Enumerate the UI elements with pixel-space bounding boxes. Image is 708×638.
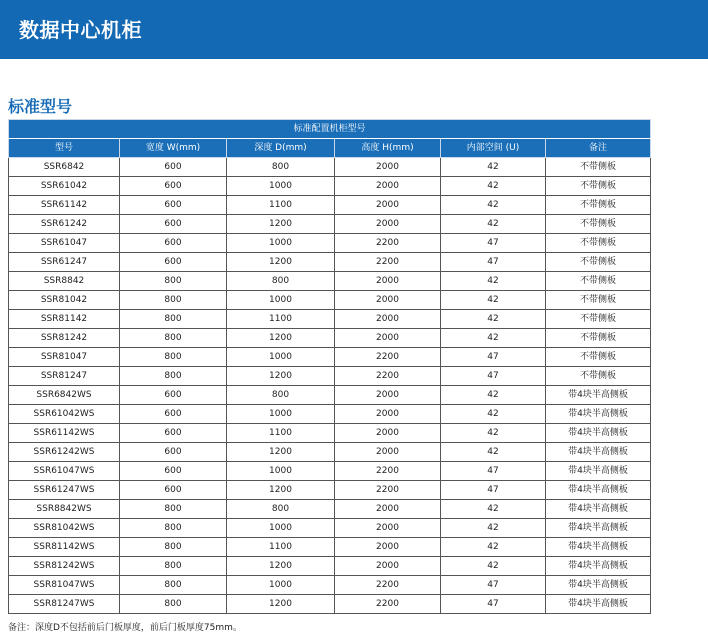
cell-remarks: 带4块半高侧板 <box>546 462 651 481</box>
cell-remarks: 不带侧板 <box>546 158 651 177</box>
cell-width: 600 <box>120 196 227 215</box>
table-row <box>9 196 651 215</box>
cell-height: 2000 <box>335 215 441 234</box>
table-row <box>9 443 651 462</box>
cell-width: 800 <box>120 329 227 348</box>
cell-model: SSR81142 <box>9 310 120 329</box>
cell-model: SSR81247 <box>9 367 120 386</box>
page-title: 数据中心机柜 <box>19 18 142 42</box>
cell-width: 600 <box>120 405 227 424</box>
cell-model: SSR81042WS <box>9 519 120 538</box>
cell-height: 2000 <box>335 519 441 538</box>
cell-height: 2200 <box>335 367 441 386</box>
table-row <box>9 481 651 500</box>
cell-depth: 1200 <box>227 557 335 576</box>
cell-model: SSR81042 <box>9 291 120 310</box>
cell-height: 2000 <box>335 196 441 215</box>
cell-model: SSR61042 <box>9 177 120 196</box>
table-row <box>9 253 651 272</box>
cell-depth: 800 <box>227 158 335 177</box>
column-header-units: 内部空间 (U) <box>441 139 546 158</box>
cell-depth: 1200 <box>227 329 335 348</box>
table-row <box>9 595 651 614</box>
cell-width: 600 <box>120 443 227 462</box>
table-row <box>9 424 651 443</box>
cell-depth: 1200 <box>227 215 335 234</box>
cell-height: 2000 <box>335 158 441 177</box>
cell-height: 2200 <box>335 595 441 614</box>
cell-units: 42 <box>441 310 546 329</box>
cell-width: 600 <box>120 177 227 196</box>
table-group-header: 标准配置机柜型号 <box>9 120 651 139</box>
cell-depth: 1000 <box>227 462 335 481</box>
cell-height: 2000 <box>335 500 441 519</box>
cell-remarks: 带4块半高侧板 <box>546 557 651 576</box>
table-row <box>9 557 651 576</box>
table-row <box>9 177 651 196</box>
cell-units: 47 <box>441 576 546 595</box>
cell-height: 2000 <box>335 386 441 405</box>
table-row <box>9 500 651 519</box>
column-header-model: 型号 <box>9 139 120 158</box>
section-title: 标准型号 <box>8 97 73 116</box>
cell-width: 600 <box>120 253 227 272</box>
cell-width: 800 <box>120 557 227 576</box>
table-column-header-row <box>9 139 651 158</box>
cell-remarks: 带4块半高侧板 <box>546 481 651 500</box>
cell-units: 47 <box>441 481 546 500</box>
cell-remarks: 不带侧板 <box>546 272 651 291</box>
cell-model: SSR81047 <box>9 348 120 367</box>
table-row <box>9 538 651 557</box>
cell-depth: 1100 <box>227 196 335 215</box>
cell-remarks: 带4块半高侧板 <box>546 443 651 462</box>
cell-height: 2000 <box>335 291 441 310</box>
cell-height: 2000 <box>335 177 441 196</box>
cell-units: 47 <box>441 595 546 614</box>
cell-width: 600 <box>120 158 227 177</box>
cell-remarks: 不带侧板 <box>546 310 651 329</box>
table-group-header-row <box>9 120 651 139</box>
spec-table <box>8 119 651 614</box>
cell-model: SSR61142 <box>9 196 120 215</box>
cell-remarks: 带4块半高侧板 <box>546 595 651 614</box>
cell-model: SSR61142WS <box>9 424 120 443</box>
cell-width: 800 <box>120 595 227 614</box>
cell-width: 600 <box>120 386 227 405</box>
cell-units: 47 <box>441 462 546 481</box>
cell-units: 42 <box>441 386 546 405</box>
cell-remarks: 带4块半高侧板 <box>546 519 651 538</box>
cell-width: 800 <box>120 500 227 519</box>
cell-model: SSR61047 <box>9 234 120 253</box>
cell-width: 600 <box>120 481 227 500</box>
cell-model: SSR81242 <box>9 329 120 348</box>
cell-remarks: 不带侧板 <box>546 348 651 367</box>
cell-remarks: 不带侧板 <box>546 177 651 196</box>
cell-depth: 1000 <box>227 177 335 196</box>
cell-width: 800 <box>120 538 227 557</box>
cell-remarks: 不带侧板 <box>546 367 651 386</box>
table-body <box>9 158 651 614</box>
cell-remarks: 带4块半高侧板 <box>546 405 651 424</box>
cell-height: 2000 <box>335 329 441 348</box>
table-row <box>9 215 651 234</box>
column-header-width: 宽度 W(mm) <box>120 139 227 158</box>
cell-units: 42 <box>441 158 546 177</box>
cell-width: 800 <box>120 367 227 386</box>
cell-depth: 1200 <box>227 443 335 462</box>
table-row <box>9 158 651 177</box>
table-row <box>9 291 651 310</box>
column-header-remarks: 备注 <box>546 139 651 158</box>
column-header-depth: 深度 D(mm) <box>227 139 335 158</box>
table-row <box>9 234 651 253</box>
cell-depth: 1100 <box>227 538 335 557</box>
cell-units: 42 <box>441 215 546 234</box>
cell-units: 42 <box>441 557 546 576</box>
cell-units: 42 <box>441 538 546 557</box>
cell-depth: 800 <box>227 500 335 519</box>
cell-height: 2000 <box>335 272 441 291</box>
cell-model: SSR61042WS <box>9 405 120 424</box>
table-row <box>9 367 651 386</box>
cell-units: 42 <box>441 272 546 291</box>
cell-height: 2200 <box>335 253 441 272</box>
cell-remarks: 带4块半高侧板 <box>546 576 651 595</box>
cell-units: 42 <box>441 405 546 424</box>
cell-width: 600 <box>120 462 227 481</box>
footnote: 备注：深度D不包括前后门板厚度，前后门板厚度75mm。 <box>8 623 242 633</box>
cell-depth: 800 <box>227 386 335 405</box>
cell-width: 800 <box>120 576 227 595</box>
cell-units: 42 <box>441 443 546 462</box>
cell-width: 600 <box>120 234 227 253</box>
table-row <box>9 329 651 348</box>
table-row <box>9 272 651 291</box>
cell-depth: 1000 <box>227 234 335 253</box>
cell-height: 2000 <box>335 538 441 557</box>
cell-units: 42 <box>441 177 546 196</box>
cell-model: SSR6842 <box>9 158 120 177</box>
cell-remarks: 带4块半高侧板 <box>546 538 651 557</box>
cell-units: 42 <box>441 291 546 310</box>
cell-depth: 1200 <box>227 253 335 272</box>
cell-width: 800 <box>120 291 227 310</box>
table-row <box>9 576 651 595</box>
cell-remarks: 带4块半高侧板 <box>546 386 651 405</box>
cell-height: 2200 <box>335 462 441 481</box>
cell-width: 600 <box>120 215 227 234</box>
cell-model: SSR81242WS <box>9 557 120 576</box>
cell-width: 800 <box>120 519 227 538</box>
cell-remarks: 不带侧板 <box>546 329 651 348</box>
cell-units: 42 <box>441 500 546 519</box>
cell-remarks: 带4块半高侧板 <box>546 424 651 443</box>
cell-height: 2000 <box>335 557 441 576</box>
cell-width: 800 <box>120 348 227 367</box>
cell-height: 2000 <box>335 405 441 424</box>
cell-remarks: 带4块半高侧板 <box>546 500 651 519</box>
cell-width: 600 <box>120 424 227 443</box>
cell-units: 47 <box>441 348 546 367</box>
cell-height: 2200 <box>335 576 441 595</box>
cell-depth: 1100 <box>227 424 335 443</box>
cell-model: SSR81142WS <box>9 538 120 557</box>
cell-height: 2000 <box>335 310 441 329</box>
cell-height: 2200 <box>335 481 441 500</box>
cell-model: SSR81047WS <box>9 576 120 595</box>
cell-depth: 1100 <box>227 310 335 329</box>
cell-width: 800 <box>120 310 227 329</box>
table-row <box>9 462 651 481</box>
cell-model: SSR61047WS <box>9 462 120 481</box>
table-row <box>9 310 651 329</box>
cell-height: 2000 <box>335 443 441 462</box>
cell-height: 2200 <box>335 234 441 253</box>
table-row <box>9 386 651 405</box>
cell-model: SSR6842WS <box>9 386 120 405</box>
cell-units: 42 <box>441 519 546 538</box>
page-header-bar <box>0 0 708 59</box>
cell-height: 2200 <box>335 348 441 367</box>
cell-depth: 1000 <box>227 291 335 310</box>
cell-remarks: 不带侧板 <box>546 253 651 272</box>
cell-depth: 1200 <box>227 595 335 614</box>
cell-depth: 1000 <box>227 405 335 424</box>
cell-remarks: 不带侧板 <box>546 215 651 234</box>
cell-remarks: 不带侧板 <box>546 234 651 253</box>
cell-units: 42 <box>441 424 546 443</box>
table-row <box>9 405 651 424</box>
cell-depth: 1000 <box>227 576 335 595</box>
cell-remarks: 不带侧板 <box>546 196 651 215</box>
table-row <box>9 519 651 538</box>
cell-model: SSR61247 <box>9 253 120 272</box>
cell-depth: 1000 <box>227 519 335 538</box>
cell-depth: 1200 <box>227 367 335 386</box>
cell-model: SSR61242WS <box>9 443 120 462</box>
cell-units: 42 <box>441 329 546 348</box>
column-header-height: 高度 H(mm) <box>335 139 441 158</box>
cell-model: SSR8842 <box>9 272 120 291</box>
cell-width: 800 <box>120 272 227 291</box>
cell-units: 47 <box>441 367 546 386</box>
cell-model: SSR61242 <box>9 215 120 234</box>
cell-height: 2000 <box>335 424 441 443</box>
cell-depth: 1200 <box>227 481 335 500</box>
cell-units: 47 <box>441 234 546 253</box>
cell-model: SSR81247WS <box>9 595 120 614</box>
cell-units: 47 <box>441 253 546 272</box>
cell-units: 42 <box>441 196 546 215</box>
cell-depth: 800 <box>227 272 335 291</box>
table-row <box>9 348 651 367</box>
cell-depth: 1000 <box>227 348 335 367</box>
cell-model: SSR61247WS <box>9 481 120 500</box>
cell-model: SSR8842WS <box>9 500 120 519</box>
cell-remarks: 不带侧板 <box>546 291 651 310</box>
